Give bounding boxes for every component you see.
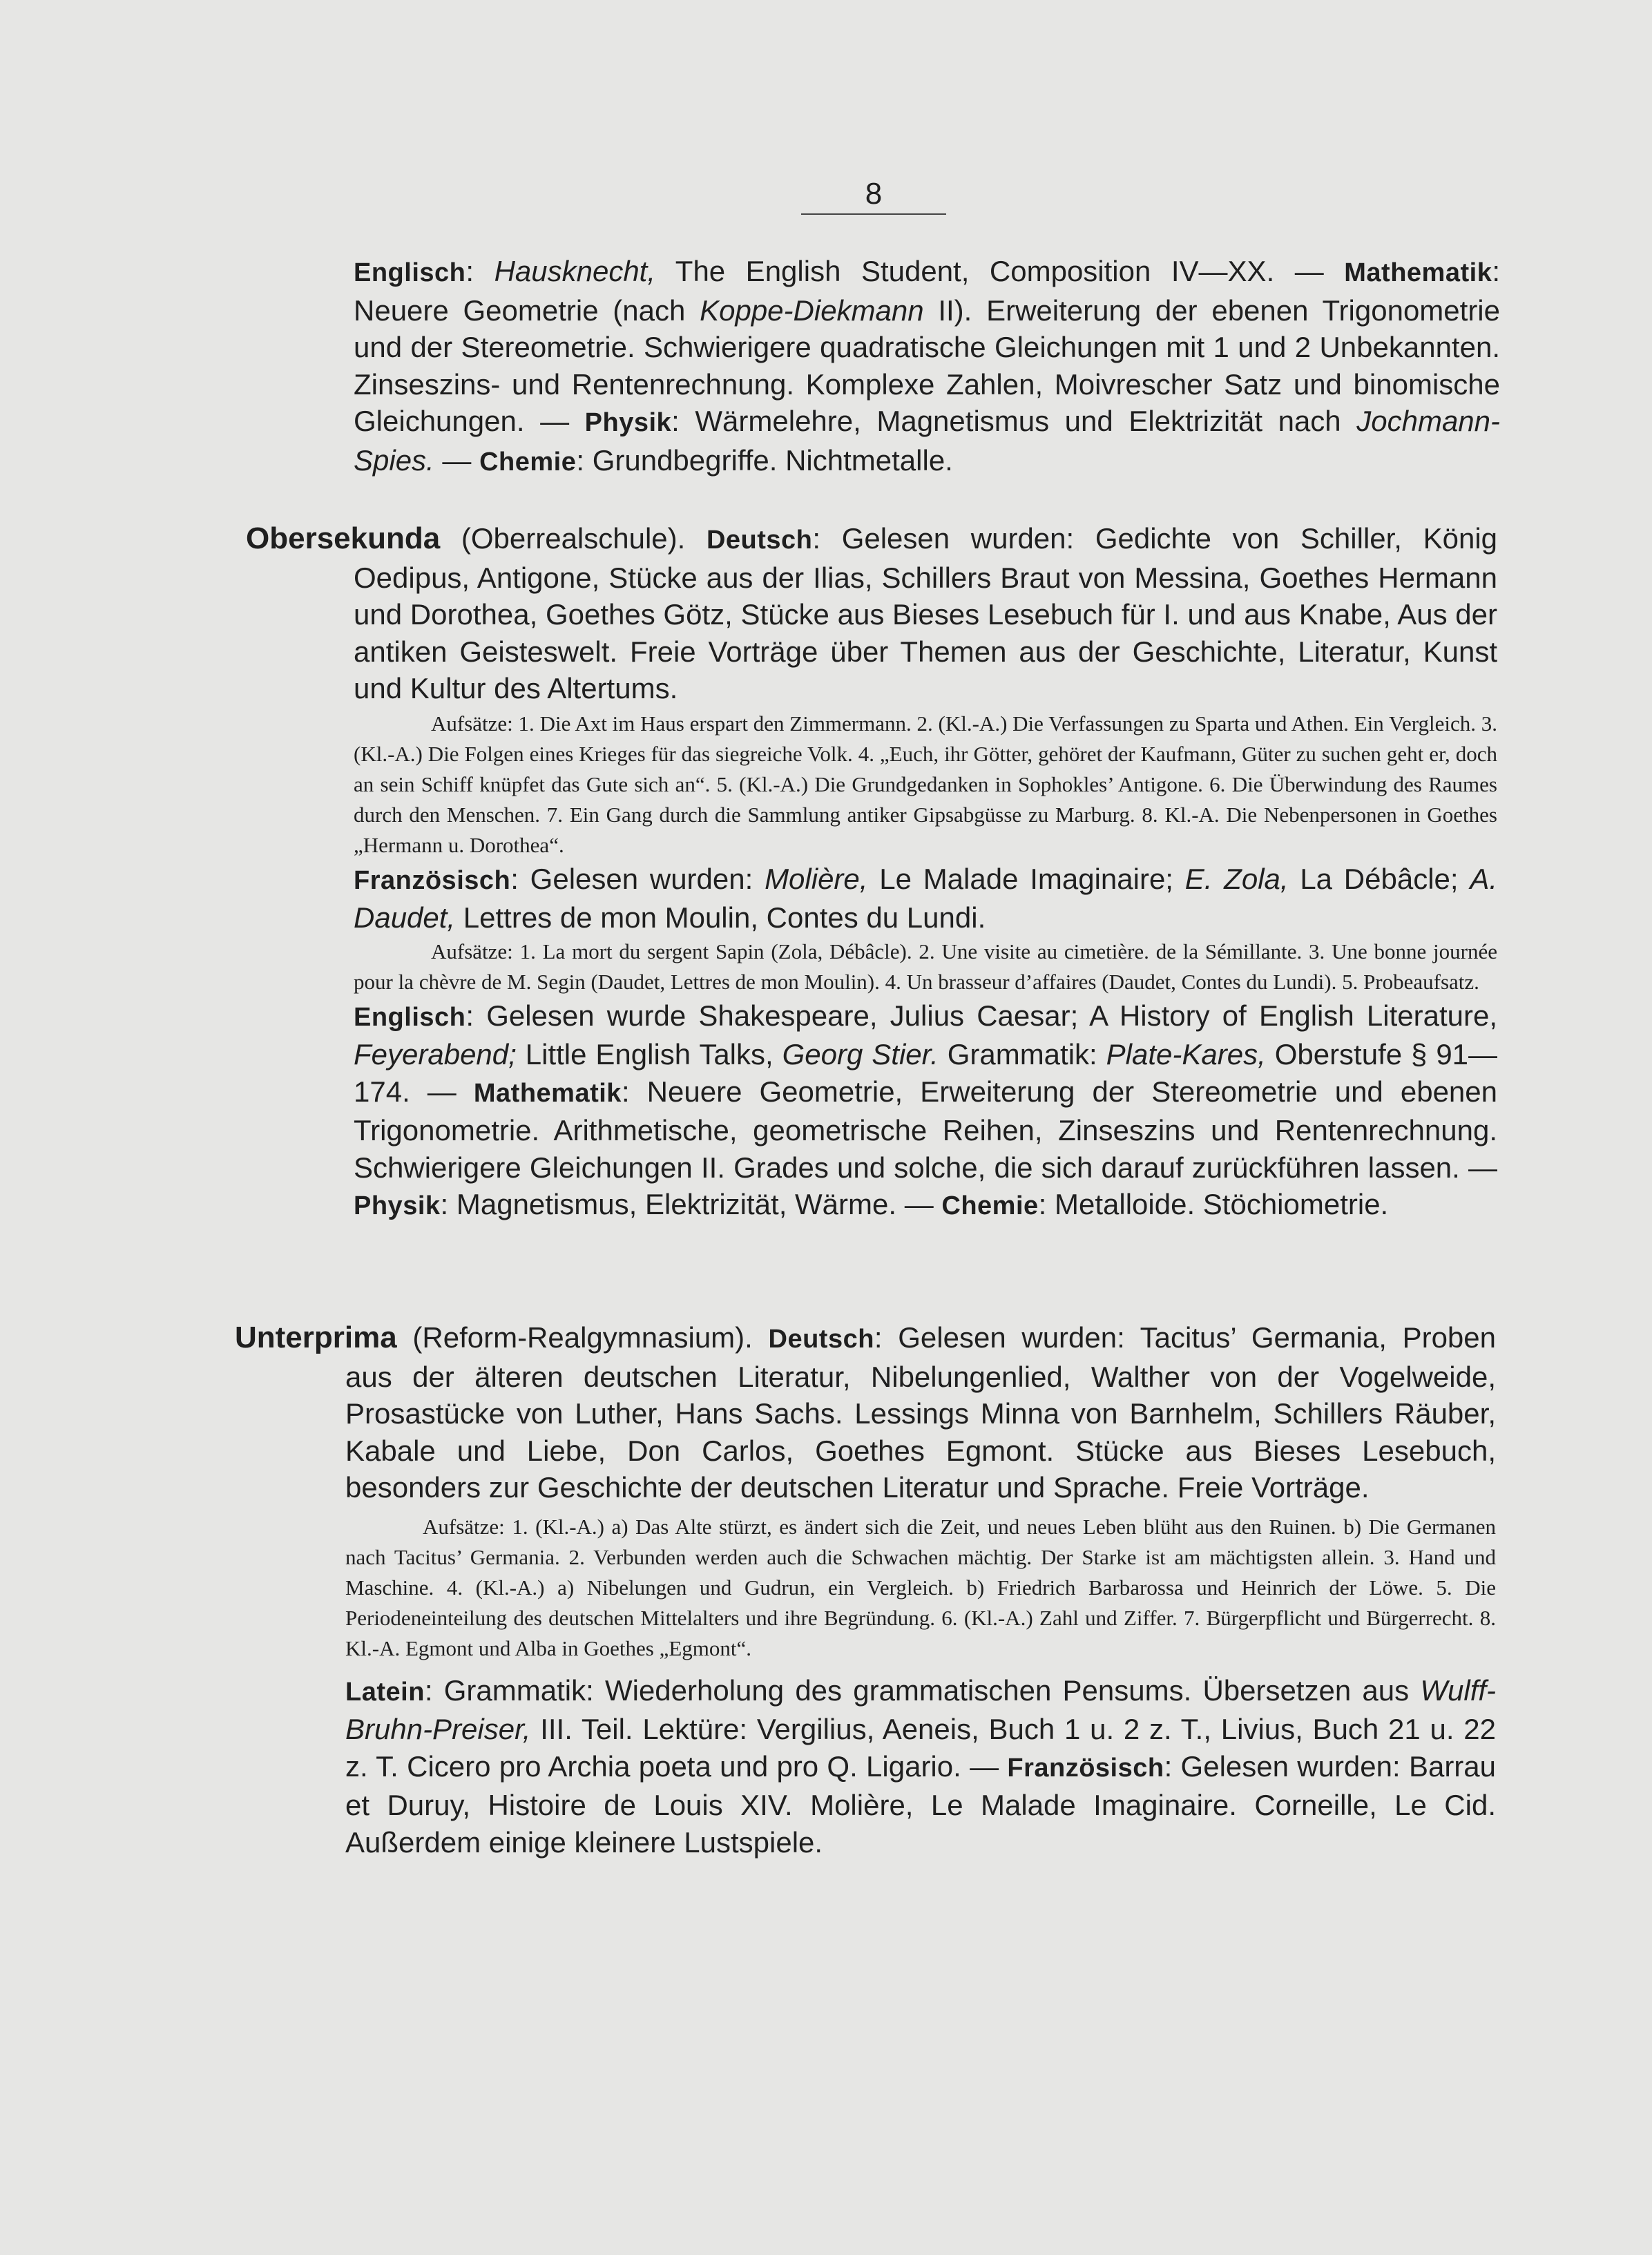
text-englisch-4: Oberstufe § 91—174. — — [354, 1038, 1498, 1108]
subject-label-physik: Physik — [584, 408, 672, 437]
text-franz-4: Lettres de mon Moulin, Contes du Lundi. — [463, 901, 986, 934]
paragraph-obersekunda-deutsch: Obersekunda (Oberrealschule). Deutsch: Gelesen wurden: Gedichte von Schiller, König Oedipus, Antigone, Stücke aus der Ilias, Schillers Braut von Messina, Goethes Hermann und Dorothea, Goethes Götz, Stücke aus Bieses Lesebuch für I. und aus Knabe, Aus der antiken Geisteswelt. Freie Vorträge über Themen aus der Geschichte, Literatur, Kunst und Kultur des Altertums. — [246, 521, 1498, 704]
text-physik: Magnetismus, Elektrizität, Wärme. — — [456, 1188, 934, 1220]
text-latein-2: III. Teil. Lektüre: Vergilius, Aeneis, Buch 1 u. 2 z. T., Livius, Buch 21 u. 22 z. T. Cicero pro Archia poeta und pro Q. Ligario. — — [345, 1713, 1497, 1783]
author-koppe: Koppe-Diekmann — [700, 294, 924, 327]
text-latein-1: Grammatik: Wiederholung des grammatischen Pensums. Übersetzen aus — [443, 1673, 1410, 1707]
essays-deutsch: Aufsätze: 1. Die Axt im Haus erspart den Zimmermann. 2. (Kl.-A.) Die Verfassungen zu Sparta und Athen. Ein Vergleich. 3. (Kl.-A.) Die Folgen eines Krieges für das siegreiche Volk. 4. „Euch, ihr Götter, gehöret der Kaufmann, Güter zu suchen geht er, doch an sein Schiff knüpfet das Gute sich an“. 5. (Kl.-A.) Die Grundgedanken in Sophokles’ Antigone. 6. Die Überwindung des Raumes durch den Menschen. 7. Ein Gang durch die Sammlung antiker Gipsabgüsse zu Marburg. 8. Kl.-A. Die Nebenpersonen in Goethes „Hermann u. Dorothea“. — [354, 711, 1497, 857]
author-daudet: A. Daudet, — [354, 862, 1498, 934]
text-mathe: Neuere Geometrie, Erweiterung der Stereometrie und ebenen Trigonometrie. Arithmetische, geometrische Reihen, Zinseszins und Rentenrechnung. Schwierigere Gleichungen II. Grades und solche, die sich darauf zurückführen lassen. — — [354, 1075, 1497, 1184]
subject-label-mathematik-2: Mathematik — [473, 1078, 622, 1108]
school-obersekunda: (Oberrealschule). — [461, 522, 686, 555]
subject-label-chemie-2: Chemie — [941, 1191, 1039, 1220]
essays-franzoesisch: Aufsätze: 1. La mort du sergent Sapin (Zola, Débâcle). 2. Une visite au cimetière. de la Sémillante. 3. Une bonne journée pour la chèvre de M. Segin (Daudet, Lettres de mon Moulin). 4. Un brasseur d’affaires (Daudet, Contes du Lundi). 5. Probeaufsatz. — [354, 939, 1497, 994]
section-continuation — [354, 253, 1500, 481]
text-englisch: The English Student, Composition IV—XX. — — [675, 255, 1324, 287]
subject-label-englisch-2: Englisch — [354, 1002, 466, 1032]
subject-label-chemie: Chemie — [479, 447, 577, 477]
paragraph-continuation: Englisch: Hausknecht, The English Student, Composition IV—XX. — Mathematik: Neuere Geometrie (nach Koppe-Diekmann II). Erweiterung der ebenen Trigonometrie und der Stereometrie. Schwierigere quadratische Gleichungen mit 1 und 2 Unbekannten. Zinseszins- und Rentenrechnung. Komplexe Zahlen, Moivrescher Satz und binomische Gleichungen. — Physik: Wärmelehre, Magnetismus und Elektrizität nach Jochmann-Spies. — Chemie: Grundbegriffe. Nichtmetalle. — [354, 255, 1500, 477]
author-jochmann: Jochmann-Spies. — [354, 405, 1500, 477]
author-feyerabend: Feyerabend; — [354, 1038, 517, 1071]
subject-label-physik-2: Physik — [354, 1191, 441, 1220]
text-physik-2: — — [442, 443, 472, 477]
school-unterprima: (Reform-Realgymnasium). — [412, 1321, 753, 1354]
text-englisch-1: Gelesen wurde Shakespeare, Julius Caesar; A History of English Literature, — [486, 999, 1497, 1032]
subject-label-deutsch-3: Deutsch — [768, 1325, 874, 1354]
subject-label-englisch: Englisch — [354, 258, 466, 287]
text-chemie: Grundbegriffe. Nichtmetalle. — [592, 443, 953, 477]
text-englisch-2: Little English Talks, — [525, 1038, 774, 1071]
essays-deutsch-3: Aufsätze: 1. (Kl.-A.) a) Das Alte stürzt, es ändert sich die Zeit, und neues Leben blüht aus den Ruinen. b) Die Germanen nach Tacitus’ Germania. 2. Verbunden werden auch die Schwachen mächtig. Der Starke ist am mächtigsten allein. 3. Hand und Maschine. 4. (Kl.-A.) a) Nibelungen und Gudrun, ein Vergleich. b) Friedrich Barbarossa und Heinrich der Löwe. 5. Die Periodeneinteilung des deutschen Mittelalters und ihre Begründung. 6. (Kl.-A.) Zahl und Ziffer. 7. Bürgerpflicht und Bürgerrecht. 8. Kl.-A. Egmont und Alba in Goethes „Egmont“. — [345, 1514, 1496, 1660]
text-physik-1: Wärmelehre, Magnetismus und Elektrizität nach — [695, 405, 1341, 437]
section-obersekunda — [246, 520, 1497, 1225]
author-wulff: Wulff-Bruhn-Preiser, — [345, 1673, 1497, 1745]
author-plate-kares: Plate-Kares, — [1106, 1038, 1266, 1071]
text-franz-1: Gelesen wurden: — [530, 862, 753, 895]
section-unterprima — [235, 1319, 1496, 1861]
text-chemie-2: Metalloide. Stöchiometrie. — [1055, 1188, 1389, 1220]
subject-label-franzoesisch-3: Französisch — [1007, 1753, 1164, 1783]
text-franz-3-all: Gelesen wurden: Barrau et Duruy, Histoire de Louis XIV. Molière, Le Malade Imaginaire. Corneille, Le Cid. Außerdem einige kleinere Lustspiele. — [345, 1749, 1497, 1859]
text-deutsch-3: Gelesen wurden: Tacitus’ Germania, Proben aus der älteren deutschen Literatur, Nibelungenlied, Walther von der Vogelweide, Prosastücke von Luther, Hans Sachs. Lessings Minna von Barnhelm, Schillers Räuber, Kabale und Liebe, Don Carlos, Goethes Egmont. Stücke aus Bieses Lesebuch, besonders zur Geschichte der deutschen Literatur und Sprache. Freie Vorträge. — [345, 1321, 1497, 1504]
text-mathe-1: Neuere Geometrie (nach — [354, 294, 686, 327]
page-number: 8 — [801, 176, 946, 215]
text-englisch-3: Grammatik: — [947, 1038, 1097, 1071]
subject-label-latein: Latein — [345, 1677, 425, 1707]
subject-label-franzoesisch: Französisch — [354, 865, 511, 895]
author-stier: Georg Stier. — [782, 1038, 939, 1071]
author-zola: E. Zola, — [1184, 862, 1289, 895]
author-hausknecht: Hausknecht, — [494, 255, 656, 287]
heading-unterprima: Unterprima — [235, 1321, 397, 1354]
paragraph-englisch-math: Englisch: Gelesen wurde Shakespeare, Julius Caesar; A History of English Literature, Feyerabend; Little English Talks, Georg Stier. Grammatik: Plate-Kares, Oberstufe § 91—174. — Mathematik: Neuere Geometrie, Erweiterung der Stereometrie und ebenen Trigonometrie. Arithmetische, geometrische Reihen, Zinseszins und Rentenrechnung. Schwierigere Gleichungen II. Grades und solche, die sich darauf zurückführen lassen. — Physik: Magnetismus, Elektrizität, Wärme. — Chemie: Metalloide. Stöchiometrie. — [354, 999, 1498, 1220]
text-deutsch: Gelesen wurden: Gedichte von Schiller, König Oedipus, Antigone, Stücke aus der Ilias, Schillers Braut von Messina, Goethes Hermann und Dorothea, Goethes Götz, Stücke aus Bieses Lesebuch für I. und aus Knabe, Aus der antiken Geisteswelt. Freie Vorträge über Themen aus der Geschichte, Literatur, Kunst und Kultur des Altertums. — [354, 522, 1498, 704]
heading-obersekunda: Obersekunda — [246, 521, 441, 555]
text-franz-3: La Débâcle; — [1300, 862, 1459, 895]
text-mathe-2: II). Erweiterung der ebenen Trigonometrie und der Stereometrie. Schwierigere quadratische Gleichungen mit 1 und 2 Unbekannten. Zinseszins- und Rentenrechnung. Komplexe Zahlen, Moivrescher Satz und binomische Gleichungen. — — [354, 294, 1500, 437]
paragraph-franzoesisch: Französisch: Gelesen wurden: Molière, Le Malade Imaginaire; E. Zola, La Débâcle; A. Daudet, Lettres de mon Moulin, Contes du Lundi. — [354, 862, 1498, 934]
text-franz-2: Le Malade Imaginaire; — [879, 862, 1173, 895]
subject-label-mathematik: Mathematik — [1344, 258, 1492, 287]
subject-label-deutsch: Deutsch — [706, 526, 813, 555]
paragraph-unterprima-deutsch: Unterprima (Reform-Realgymnasium). Deutsch: Gelesen wurden: Tacitus’ Germania, Proben aus der älteren deutschen Literatur, Nibelungenlied, Walther von der Vogelweide, Prosastücke von Luther, Hans Sachs. Lessings Minna von Barnhelm, Schillers Räuber, Kabale und Liebe, Don Carlos, Goethes Egmont. Stücke aus Bieses Lesebuch, besonders zur Geschichte der deutschen Literatur und Sprache. Freie Vorträge. — [235, 1321, 1497, 1504]
author-moliere: Molière, — [765, 862, 868, 895]
paragraph-latein-franz: Latein: Grammatik: Wiederholung des grammatischen Pensums. Übersetzen aus Wulff-Bruhn-Preiser, III. Teil. Lektüre: Vergilius, Aeneis, Buch 1 u. 2 z. T., Livius, Buch 21 u. 22 z. T. Cicero pro Archia poeta und pro Q. Ligario. — Französisch: Gelesen wurden: Barrau et Duruy, Histoire de Louis XIV. Molière, Le Malade Imaginaire. Corneille, Le Cid. Außerdem einige kleinere Lustspiele. — [345, 1673, 1497, 1859]
